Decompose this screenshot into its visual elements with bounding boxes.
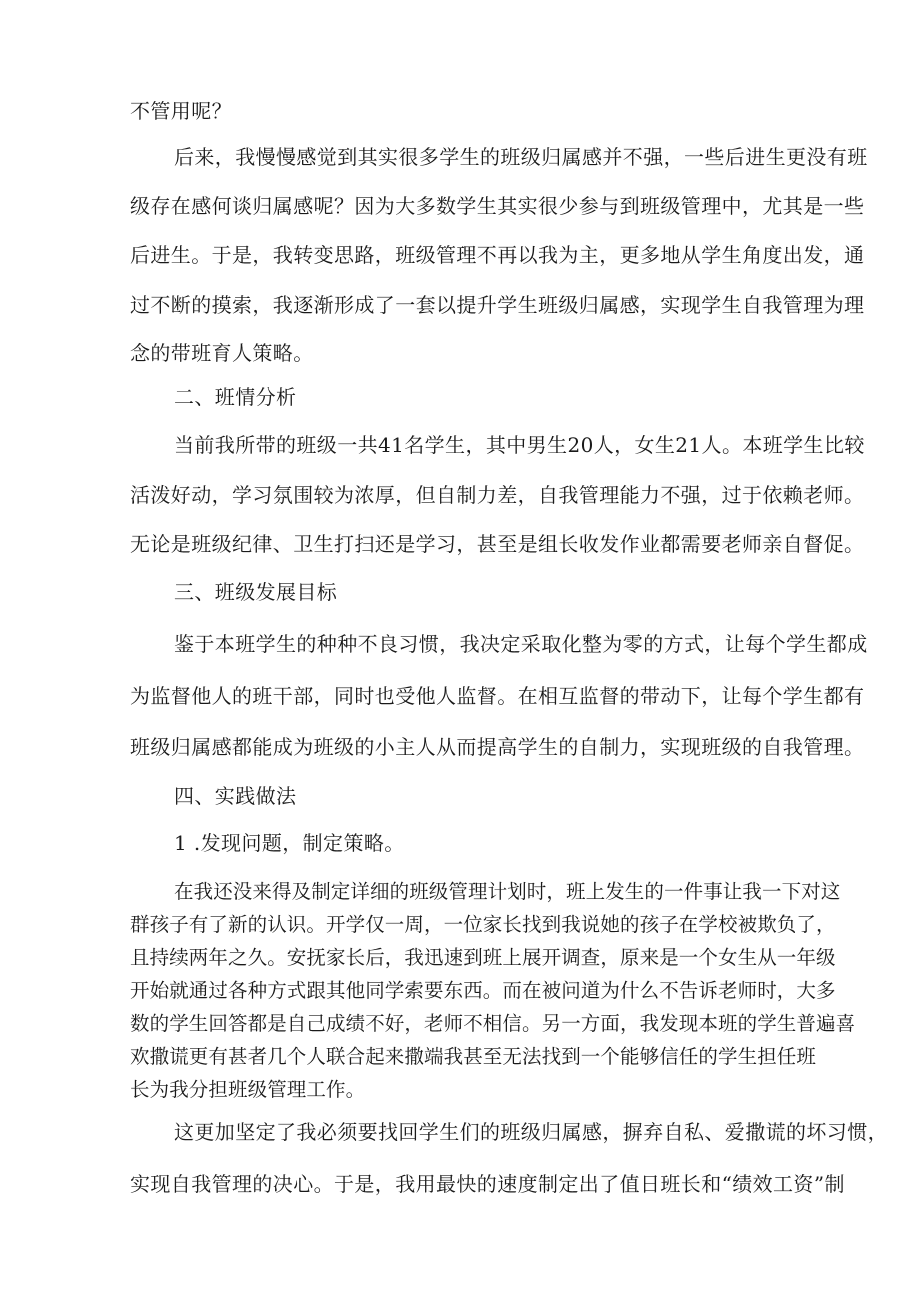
section-heading: 二、班情分析: [174, 385, 297, 409]
text-line: 级存在感何谈归属感呢？因为大多数学生其实很少参与到班级管理中，尤其是一些: [130, 194, 865, 218]
paragraph-text: 这更加坚定了我必须要找回学生们的班级归属感，摒弃自私、爱撒谎的坏习惯，: [174, 1120, 888, 1144]
text-line: 活泼好动，学习氛围较为浓厚，但自制力差，自我管理能力不强，过于依赖老师。: [130, 483, 865, 507]
text-line: 后进生。于是，我转变思路，班级管理不再以我为主，更多地从学生角度出发，通: [130, 243, 865, 267]
paragraph-text: 后来，我慢慢感觉到其实很多学生的班级归属感并不强，一些后进生更没有班: [174, 145, 868, 169]
text-line: 群孩子有了新的认识。开学仅一周，一位家长找到我说她的孩子在学校被欺负了，: [130, 913, 836, 936]
text-line: 班级归属感都能成为班级的小主人从而提高学生的自制力，实现班级的自我管理。: [130, 735, 865, 759]
text-line: 开始就通过各种方式跟其他同学索要东西。而在被问道为什么不告诉老师时，大多: [130, 979, 836, 1002]
text-line: 数的学生回答都是自己成绩不好，老师不相信。另一方面，我发现本班的学生普遍喜: [130, 1012, 856, 1035]
text-line: 念的带班育人策略。: [130, 341, 314, 365]
text-line: 过不断的摸索，我逐渐形成了一套以提升学生班级归属感，实现学生自我管理为理: [130, 293, 865, 317]
text-line: 为监督他人的班干部，同时也受他人监督。在相互监督的带动下，让每个学生都有: [130, 684, 865, 708]
text-line: 不管用呢？: [130, 99, 232, 123]
paragraph-text: 当前我所带的班级一共41名学生，其中男生20人，女生21人。本班学生比较: [174, 433, 865, 457]
subsection-heading: 1 .发现问题，制定策略。: [174, 831, 405, 855]
text-line: 且持续两年之久。安抚家长后，我迅速到班上展开调查，原来是一个女生从一年级: [130, 946, 836, 969]
paragraph-text: 在我还没来得及制定详细的班级管理计划时，班上发生的一件事让我一下对这: [174, 880, 841, 903]
paragraph-text: 鉴于本班学生的种种不良习惯，我决定采取化整为零的方式，让每个学生都成: [174, 632, 868, 656]
text-line: 无论是班级纪律、卫生打扫还是学习，甚至是组长收发作业都需要老师亲自督促。: [130, 532, 865, 556]
section-heading: 三、班级发展目标: [174, 580, 338, 604]
text-line: 长为我分担班级管理工作。: [130, 1078, 366, 1101]
text-line: 欢撒谎更有甚者几个人联合起来撒端我甚至无法找到一个能够信任的学生担任班: [130, 1045, 817, 1068]
section-heading: 四、实践做法: [174, 784, 297, 808]
text-line: 实现自我管理的决心。于是，我用最快的速度制定出了值日班长和“绩效工资”制: [130, 1172, 845, 1196]
